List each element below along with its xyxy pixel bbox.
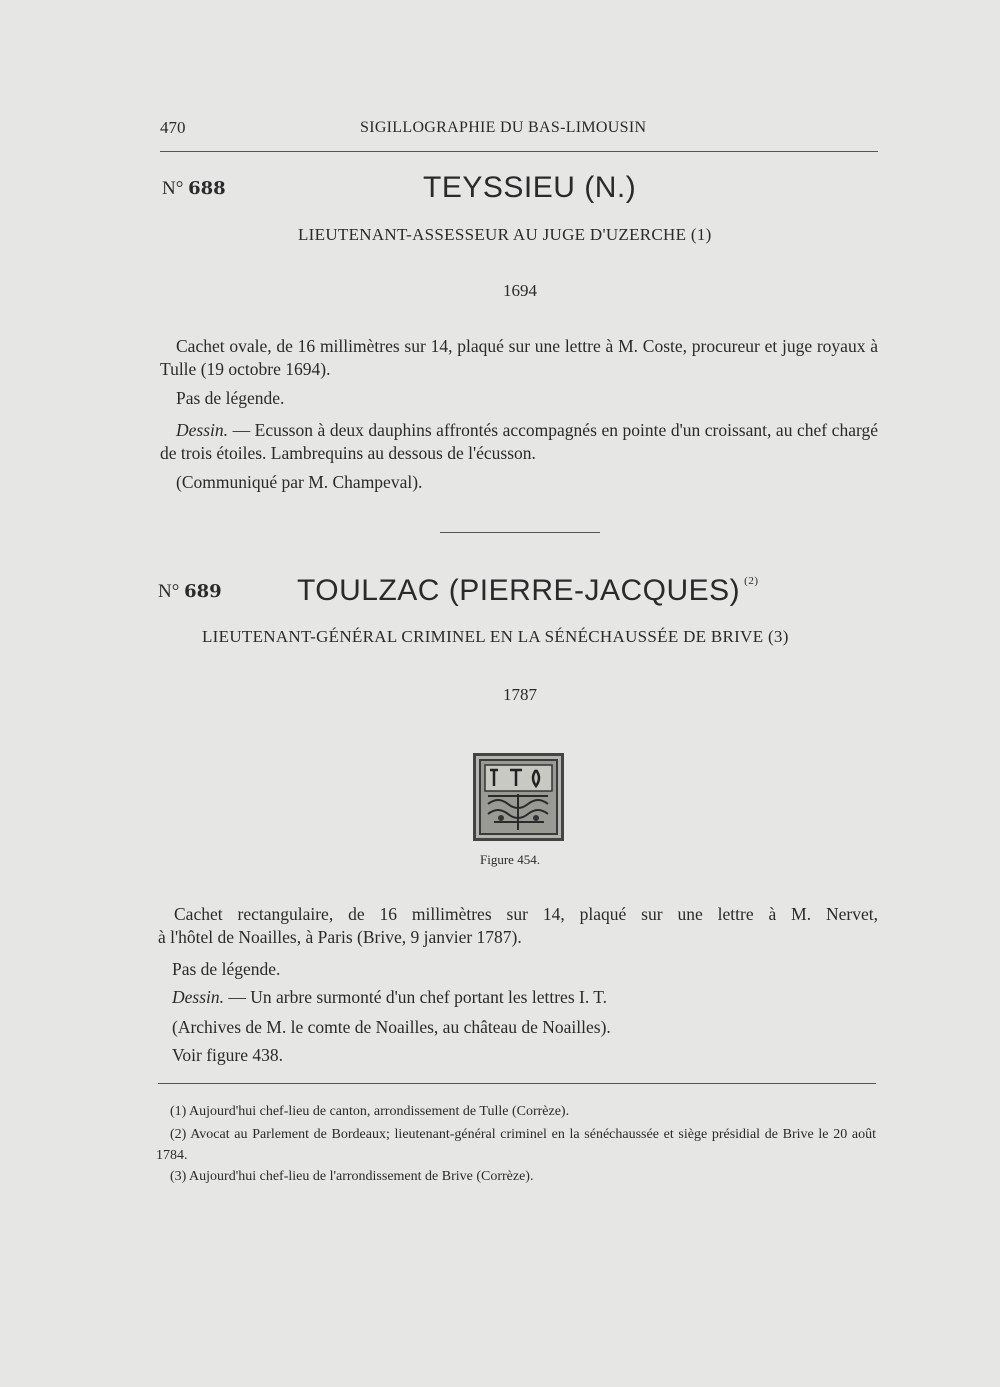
entry-689-see-also: Voir figure 438. (172, 1045, 283, 1065)
entry-688-year: 1694 (503, 281, 537, 300)
entry-689-description-line1: Cachet rectangulaire, de 16 millimètres sur 14, plaqué sur une lettre à M. Nervet, (174, 904, 878, 924)
entry-688-title: TEYSSIEU (N.) (423, 171, 637, 204)
footnote-3: (3) Aujourd'hui chef-lieu de l'arrondissement de Brive (Corrèze). (170, 1169, 534, 1184)
entry-688-subtitle: LIEUTENANT-ASSESSEUR AU JUGE D'UZERCHE (1) (298, 225, 712, 244)
title-footnote-ref: (2) (744, 575, 759, 587)
entry-689-dessin (172, 986, 607, 1009)
seal-engraving (476, 756, 561, 838)
dessin-label: Dessin. (172, 987, 225, 1007)
entry-689-title: TOULZAC (PIERRE-JACQUES) $^{(2)}$ (297, 574, 759, 607)
footnote-1: (1) Aujourd'hui chef-lieu de canton, arrondissement de Tulle (Corrèze). (170, 1104, 570, 1119)
entry-689-description-line2: à l'hôtel de Noailles, à Paris (Brive, 9 janvier 1787). (158, 927, 522, 947)
dessin-text: — Un arbre surmonté d'un chef portant les lettres I. T. (228, 987, 608, 1007)
entry-689-legend: Pas de légende. (172, 959, 281, 979)
page-number: 470 (160, 118, 186, 137)
running-title: SIGILLOGRAPHIE DU BAS-LIMOUSIN (360, 119, 647, 136)
entry-689-subtitle: LIEUTENANT-GÉNÉRAL CRIMINEL EN LA SÉNÉCHAUSSÉE DE BRIVE (3) (202, 627, 789, 646)
entry-688-description: Cachet ovale, de 16 millimètres sur 14, plaqué sur une lettre à M. Coste, procureur et juge royaux à Tulle (19 octobre 1694). (160, 336, 878, 379)
section-divider (440, 532, 600, 533)
entry-688-source: (Communiqué par M. Champeval). (176, 472, 423, 492)
entry-688-number: N° 688 (162, 178, 226, 199)
footnote-rule (158, 1083, 876, 1084)
header-rule (160, 151, 878, 152)
entry-688-dessin (160, 419, 878, 465)
dessin-label: Dessin. (176, 420, 229, 440)
entry-689-year: 1787 (503, 685, 537, 704)
dessin-text: — Ecusson à deux dauphins affrontés accompagnés en pointe d'un croissant, au chef chargé de trois étoiles. Lambrequins au dessous de l'écusson. (160, 420, 878, 463)
footnote-2: (2) Avocat au Parlement de Bordeaux; lieutenant-général criminel en la sénéchaussée et siège présidial de Brive le 20 août 1784. (156, 1127, 876, 1163)
entry-688-legend: Pas de légende. (176, 388, 285, 408)
seal-image (473, 753, 564, 841)
figure-caption: Figure 454. (480, 852, 540, 867)
entry-689-number: N° 689 (158, 581, 222, 602)
entry-689-source: (Archives de M. le comte de Noailles, au château de Noailles). (172, 1017, 611, 1037)
